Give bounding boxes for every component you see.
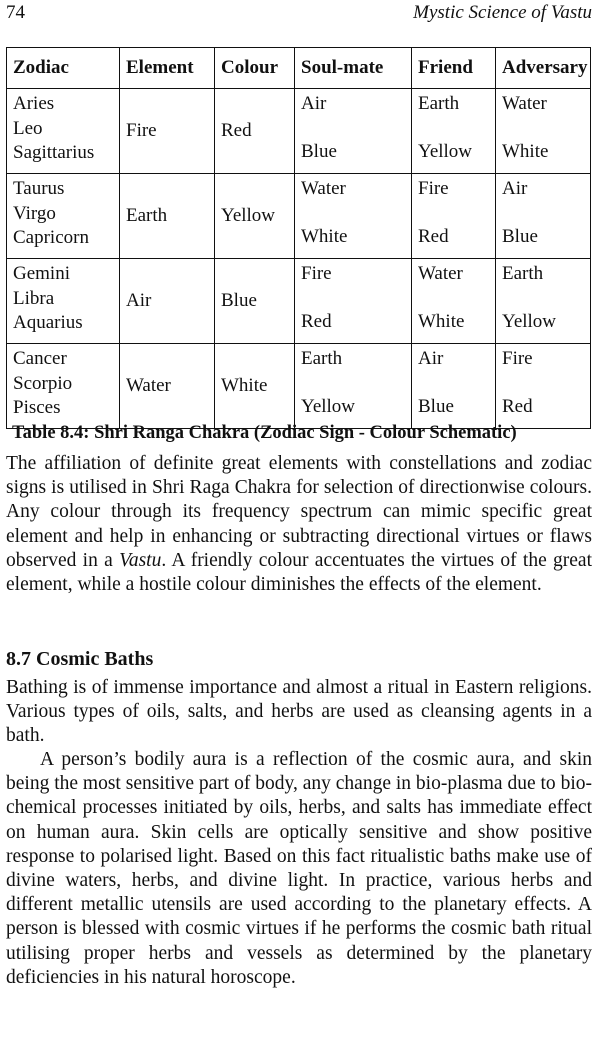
soulmate-cell: Water White (295, 174, 412, 259)
table-header-row (7, 48, 591, 89)
friend-cell: Water White (412, 259, 496, 344)
element-cell: Air (120, 259, 215, 344)
friend-cell: Earth Yellow (412, 89, 496, 174)
soulmate-cell: Fire Red (295, 259, 412, 344)
adversary-cell: Earth Yellow (496, 259, 591, 344)
colour-cell: White (215, 344, 295, 429)
paragraph-bathing: Bathing is of immense importance and almost a ritual in Eastern religions. Various types of oils, salts, and herbs are used as cleansing agents in a bath. (6, 677, 592, 747)
table-row (7, 89, 591, 174)
table-row (7, 259, 591, 344)
adversary-cell: Fire Red (496, 344, 591, 429)
adversary-cell: Air Blue (496, 174, 591, 259)
column-header: Zodiac (7, 48, 120, 89)
element-cell: Fire (120, 89, 215, 174)
table-caption: Table 8.4: Shri Ranga Chakra (Zodiac Sign - Colour Schematic) (12, 423, 517, 443)
colour-cell: Red (215, 89, 295, 174)
zodiac-cell: Taurus Virgo Capricorn (7, 174, 120, 259)
page-number: 74 (6, 2, 25, 23)
column-header: Adversary (496, 48, 591, 89)
colour-cell: Blue (215, 259, 295, 344)
soulmate-cell: Earth Yellow (295, 344, 412, 429)
paragraph-colour-affiliation: The affiliation of definite great elements with constellations and zodiac signs is utilised in Shri Raga Chakra for selection of directionwise colours. Any colour through its frequency spectrum can mimic specific great element and help in enhancing or subtracting directional virtues or flaws observed in a Vastu. A friendly colour accentuates the virtues of the great element, while a hostile colour diminishes the effects of the element. (6, 453, 592, 596)
paragraph-bodily-aura: A person’s bodily aura is a reflection of the cosmic aura, and skin being the most sensitive part of body, any change in bio-plasma due to bio-chemical processes initiated by oils, herbs, and salts has immediate effect on human aura. Skin cells are optically sensitive and show positive response to polarised light. Based on this fact ritualistic baths make use of divine waters, herbs, and divine light. In practice, various herbs and different metallic utensils are used according to the planetary effects. A person is blessed with cosmic virtues if he performs the cosmic bath ritual utilising proper herbs and vessels as determined by the planetary deficiencies in his natural horoscope. (6, 749, 592, 988)
zodiac-cell: Cancer Scorpio Pisces (7, 344, 120, 429)
column-header: Friend (412, 48, 496, 89)
adversary-cell: Water White (496, 89, 591, 174)
running-title: Mystic Science of Vastu (413, 2, 592, 23)
zodiac-colour-table (6, 47, 591, 429)
soulmate-cell: Air Blue (295, 89, 412, 174)
zodiac-cell: Gemini Libra Aquarius (7, 259, 120, 344)
column-header: Element (120, 48, 215, 89)
friend-cell: Air Blue (412, 344, 496, 429)
friend-cell: Fire Red (412, 174, 496, 259)
vastu-term: Vastu (119, 549, 162, 571)
colour-cell: Yellow (215, 174, 295, 259)
section-heading: 8.7 Cosmic Baths (6, 648, 154, 670)
zodiac-cell: Aries Leo Sagittarius (7, 89, 120, 174)
table-row (7, 344, 591, 429)
element-cell: Earth (120, 174, 215, 259)
table-row (7, 174, 591, 259)
column-header: Soul-mate (295, 48, 412, 89)
column-header: Colour (215, 48, 295, 89)
page-header (6, 2, 592, 32)
element-cell: Water (120, 344, 215, 429)
